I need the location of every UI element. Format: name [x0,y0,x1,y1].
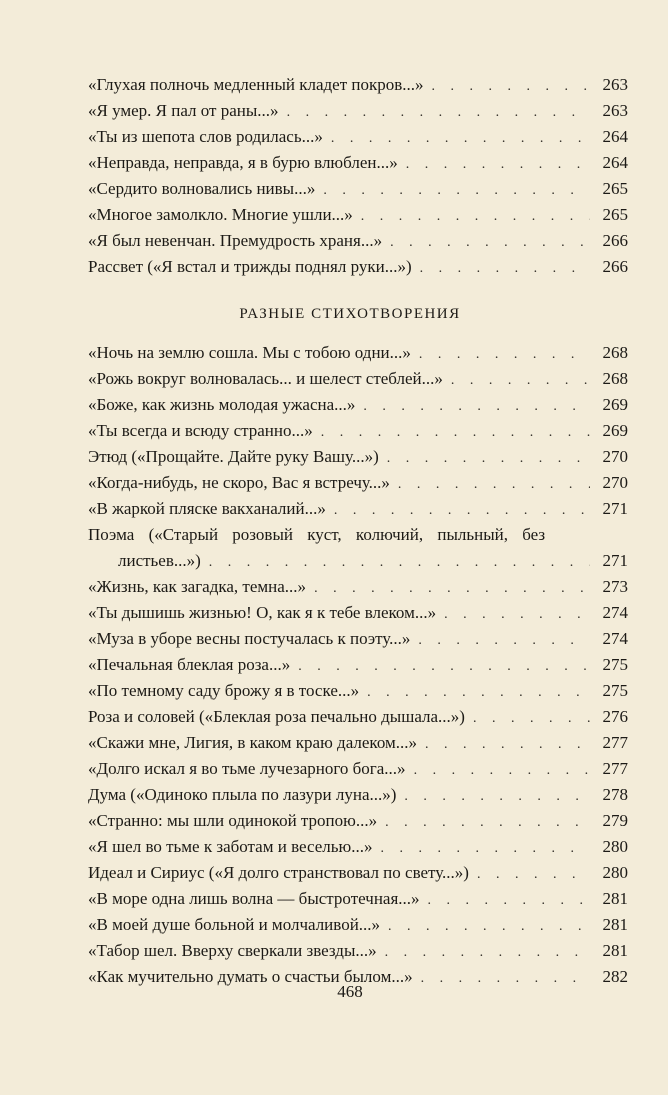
entry-title: «Табор шел. Вверху сверкали звезды...» [88,941,377,960]
entry-title-continuation: листьев...») [118,551,201,570]
entry-page: 278 [602,785,628,804]
entry-page: 282 [602,967,628,986]
toc-top-block [88,72,628,280]
leader-dots [334,498,590,524]
entry-page: 263 [602,101,628,120]
entry-page: 264 [602,153,628,172]
entry-title: Рассвет («Я встал и трижды поднял руки...») [88,257,412,276]
entry-page: 265 [602,205,628,224]
entry-title: «Муза в уборе весны постучалась к поэту...» [88,629,411,648]
leader-dots [473,706,590,732]
entry-title: «В жаркой пляске вакханалий...» [88,499,326,518]
toc-entry [88,228,628,254]
entry-title: «Жизнь, как загадка, темна...» [88,577,307,596]
entry-page: 281 [602,941,628,960]
entry-page: 269 [602,395,628,414]
toc-entry [88,886,628,912]
leader-dots [418,628,590,654]
leader-dots [380,836,590,862]
toc-entry [88,678,628,704]
leader-dots [398,472,590,498]
toc-entry [88,150,628,176]
leader-dots [390,230,590,256]
entry-title: «Ты дышишь жизнью! О, как я к тебе влеком...» [88,603,437,622]
entry-page: 265 [602,179,628,198]
leader-dots [414,758,590,784]
leader-dots [432,74,590,100]
entry-page: 268 [602,343,628,362]
toc-entry [88,98,628,124]
leader-dots [419,342,590,368]
entry-page: 270 [602,473,628,492]
toc-entry [88,652,628,678]
leader-dots [428,888,590,914]
leader-dots [406,152,590,178]
entry-page: 268 [602,369,628,388]
toc-entry [88,834,628,860]
entry-page: 266 [602,231,628,250]
toc-entry [88,202,628,228]
leader-dots [331,126,590,152]
entry-title: Роза и соловей («Блеклая роза печально дышала...») [88,707,465,726]
toc-entry [88,444,628,470]
entry-page: 274 [602,629,628,648]
entry-page: 275 [602,655,628,674]
toc-entry [88,912,628,938]
entry-title: «Я был невенчан. Премудрость храня...» [88,231,383,250]
toc-bottom-block [88,340,628,990]
entry-title: «Ночь на землю сошла. Мы с тобою одни...» [88,343,411,362]
section-heading: РАЗНЫЕ СТИХОТВОРЕНИЯ [239,306,461,322]
entry-page: 281 [602,915,628,934]
entry-title: «Я шел во тьме к заботам и веселью...» [88,837,373,856]
entry-title: «В море одна лишь волна — быстротечная...» [88,889,420,908]
entry-page: 271 [602,551,628,570]
leader-dots [209,550,590,576]
leader-dots [361,204,590,230]
entry-title: «Боже, как жизнь молодая ужасна...» [88,395,356,414]
leader-dots [388,914,590,940]
toc-entry [88,366,628,392]
entry-title: «Рожь вокруг волновалась... и шелест стеблей...» [88,369,443,388]
toc-entry [88,704,628,730]
leader-dots [425,732,590,758]
entry-title: «Как мучительно думать о счастьи былом...» [88,967,413,986]
leader-dots [404,784,590,810]
entry-title: «По темному саду брожу я в тоске...» [88,681,360,700]
toc-entry [88,124,628,150]
leader-dots [444,602,590,628]
toc-entry [88,340,628,366]
toc-entry [88,808,628,834]
toc-entry [88,392,628,418]
toc-entry [88,782,628,808]
entry-page: 270 [602,447,628,466]
toc-entry [88,72,628,98]
leader-dots [367,680,590,706]
entry-title: «Ты из шепота слов родилась...» [88,127,323,146]
leader-dots [451,368,590,394]
entry-title: «Долго искал я во тьме лучезарного бога...» [88,759,406,778]
toc-entry [88,496,628,522]
entry-page: 274 [602,603,628,622]
entry-page: 269 [602,421,628,440]
entry-page: 280 [602,863,628,882]
entry-page: 276 [602,707,628,726]
entry-title: «Я умер. Я пал от раны...» [88,101,279,120]
leader-dots [363,394,590,420]
entry-title: Этюд («Прощайте. Дайте руку Вашу...») [88,447,379,466]
toc-entry [88,176,628,202]
leader-dots [387,446,590,472]
toc-entry [88,600,628,626]
entry-page: 277 [602,759,628,778]
leader-dots [477,862,590,888]
entry-title: Поэма («Старый розовый куст, колючий, пыльный, без [88,525,546,544]
entry-page: 281 [602,889,628,908]
page-number: 468 [337,982,363,1001]
toc-entry [88,730,628,756]
entry-page: 264 [602,127,628,146]
entry-page: 266 [602,257,628,276]
entry-title: Дума («Одиноко плыла по лазури луна...») [88,785,397,804]
leader-dots [314,576,590,602]
entry-title: «Когда-нибудь, не скоро, Вас я встречу...» [88,473,390,492]
entry-title: «Глухая полночь медленный кладет покров...» [88,75,424,94]
toc-entry [88,860,628,886]
entry-page: 277 [602,733,628,752]
entry-title: «Странно: мы шли одинокой тропою...» [88,811,378,830]
leader-dots [321,420,590,446]
entry-page: 279 [602,811,628,830]
entry-title: «Неправда, неправда, я в бурю влюблен...» [88,153,398,172]
leader-dots [420,256,590,282]
toc-entry [88,626,628,652]
toc-entry [88,756,628,782]
entry-page: 271 [602,499,628,518]
entry-page: 280 [602,837,628,856]
entry-title: «В моей душе больной и молчаливой...» [88,915,381,934]
leader-dots [298,654,590,680]
entry-page: 275 [602,681,628,700]
leader-dots [287,100,590,126]
entry-page: 263 [602,75,628,94]
toc-entry [88,938,628,964]
toc-entry [88,418,628,444]
toc-entry [88,254,628,280]
entry-page: 273 [602,577,628,596]
leader-dots [385,810,590,836]
entry-title: «Печальная блеклая роза...» [88,655,291,674]
toc-entry-wrapped [88,522,628,548]
entry-title: «Ты всегда и всюду странно...» [88,421,313,440]
leader-dots [323,178,590,204]
leader-dots [385,940,590,966]
entry-title: «Скажи мне, Лигия, в каком краю далеком...» [88,733,418,752]
entry-title: «Сердито волновались нивы...» [88,179,316,198]
toc-entry-continuation [88,548,628,574]
toc-entry [88,470,628,496]
entry-title: «Многое замолкло. Многие ушли...» [88,205,353,224]
entry-title: Идеал и Сириус («Я долго странствовал по свету...») [88,863,469,882]
toc-entry [88,574,628,600]
